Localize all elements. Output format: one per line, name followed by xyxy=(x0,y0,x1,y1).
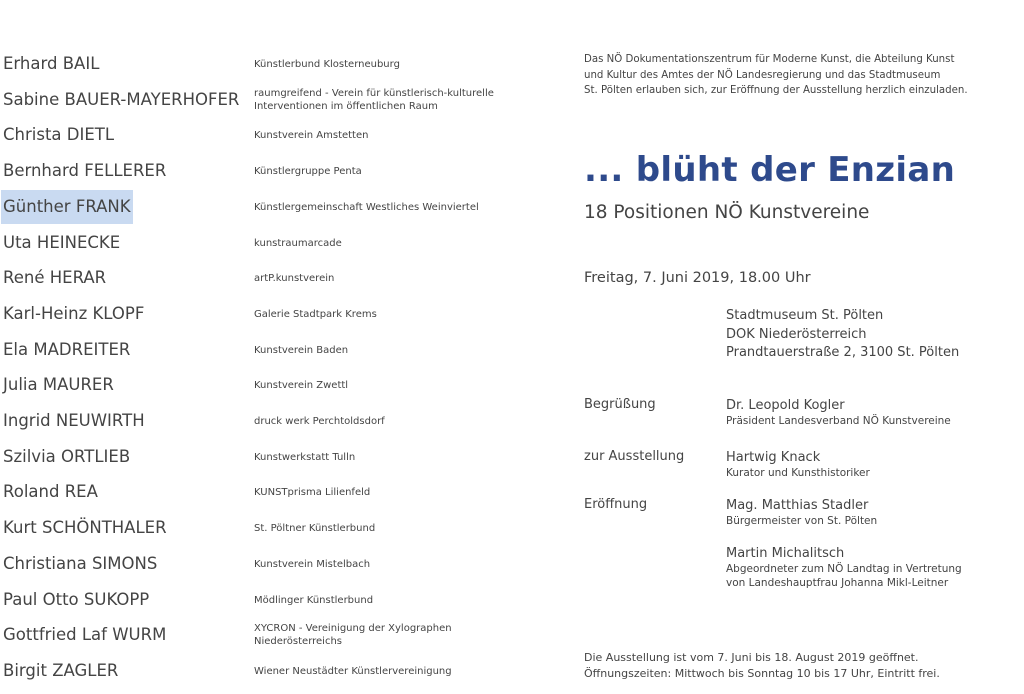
artist-name[interactable] xyxy=(1,47,101,81)
artist-row xyxy=(0,261,560,295)
venue-line: DOK Niederösterreich xyxy=(726,326,867,342)
artist-last-name: BAUER-MAYERHOFER xyxy=(64,90,240,109)
artist-association xyxy=(254,47,554,81)
artist-first-name: Karl-Heinz xyxy=(3,304,88,323)
artist-association xyxy=(254,511,554,545)
artist-name[interactable] xyxy=(1,118,116,152)
artist-association xyxy=(254,261,554,295)
artist-row xyxy=(0,333,560,367)
artist-row xyxy=(0,83,560,117)
association-line: kunstraumarcade xyxy=(254,237,342,249)
association-line: Galerie Stadtpark Krems xyxy=(254,308,377,320)
intro-line: St. Pölten erlauben sich, zur Eröffnung der Ausstellung herzlich einzuladen. xyxy=(584,85,968,96)
artist-association xyxy=(254,547,554,581)
footer-line: Öffnungszeiten: Mittwoch bis Sonntag 10 bis 17 Uhr, Eintritt frei. xyxy=(584,666,940,680)
artist-name[interactable] xyxy=(1,618,168,652)
footer-line: Die Ausstellung ist vom 7. Juni bis 18. August 2019 geöffnet. xyxy=(584,651,919,664)
speaker-role: Präsident Landesverband NÖ Kunstvereine xyxy=(726,415,951,427)
artist-first-name: Paul Otto xyxy=(3,590,79,609)
artist-name[interactable] xyxy=(1,226,122,260)
artist-name[interactable] xyxy=(1,654,120,688)
artist-first-name: Szilvia xyxy=(3,447,56,466)
association-line: Kunstverein Amstetten xyxy=(254,129,369,141)
association-line: druck werk Perchtoldsdorf xyxy=(254,415,385,427)
program-speaker-opening xyxy=(726,497,1014,528)
artist-name[interactable] xyxy=(1,297,146,331)
association-line: St. Pöltner Künstlerbund xyxy=(254,522,376,534)
program-speaker-exhibition xyxy=(726,449,1014,480)
association-line: Interventionen im öffentlichen Raum xyxy=(254,101,438,112)
program-label-opening: Eröffnung xyxy=(584,497,648,512)
association-line: Wiener Neustädter Künstlervereinigung xyxy=(254,665,452,677)
artist-association xyxy=(254,118,554,152)
invitation-panel xyxy=(584,0,1014,694)
association-line: XYCRON - Vereinigung der Xylographen xyxy=(254,623,452,634)
intro-text xyxy=(584,52,1004,99)
program-label-exhibition: zur Ausstellung xyxy=(584,449,685,464)
artist-last-name: HERAR xyxy=(49,268,107,287)
artist-first-name: Uta xyxy=(3,233,32,252)
artist-row xyxy=(0,511,560,545)
artist-association xyxy=(254,83,554,117)
artist-first-name: René xyxy=(3,268,45,287)
artist-first-name: Ingrid xyxy=(3,411,51,430)
artist-association xyxy=(254,475,554,509)
artist-association xyxy=(254,226,554,260)
speaker-name: Martin Michalitsch xyxy=(726,546,845,561)
artist-name[interactable] xyxy=(1,440,132,474)
association-line: Niederösterreichs xyxy=(254,636,343,647)
venue-address xyxy=(726,307,959,363)
artist-row xyxy=(0,475,560,509)
artist-name[interactable] xyxy=(1,547,159,581)
association-line: Künstlergemeinschaft Westliches Weinviertel xyxy=(254,201,479,213)
association-line: Mödlinger Künstlerbund xyxy=(254,594,374,606)
artist-first-name: Julia xyxy=(3,375,38,394)
artist-name[interactable] xyxy=(1,154,168,188)
artist-last-name: KLOPF xyxy=(92,304,145,323)
artist-association xyxy=(254,333,554,367)
artist-association xyxy=(254,368,554,402)
artist-row xyxy=(0,654,560,688)
artist-row xyxy=(0,118,560,152)
opening-datetime: Freitag, 7. Juni 2019, 18.00 Uhr xyxy=(584,270,811,286)
artist-first-name: Birgit xyxy=(3,661,47,680)
artist-first-name: Erhard xyxy=(3,54,58,73)
association-line: Künstlergruppe Penta xyxy=(254,165,362,177)
association-line: Kunstverein Baden xyxy=(254,344,349,356)
artist-name[interactable] xyxy=(1,368,116,402)
artist-row xyxy=(0,190,560,224)
program-label-welcome: Begrüßung xyxy=(584,397,656,412)
artist-last-name: DIETL xyxy=(66,125,115,144)
artist-first-name: Kurt xyxy=(3,518,37,537)
artist-last-name: FELLERER xyxy=(84,161,167,180)
exhibition-title: ... blüht der Enzian xyxy=(584,150,956,190)
artist-association xyxy=(254,440,554,474)
artist-first-name: Christiana xyxy=(3,554,87,573)
artist-last-name: MADREITER xyxy=(33,340,131,359)
speaker-name: Hartwig Knack xyxy=(726,450,821,465)
artist-first-name: Bernhard xyxy=(3,161,79,180)
speaker-role: von Landeshauptfrau Johanna Mikl-Leitner xyxy=(726,577,949,589)
artist-row xyxy=(0,618,560,652)
artist-row xyxy=(0,226,560,260)
intro-line: und Kultur des Amtes der NÖ Landesregierung und das Stadtmuseum xyxy=(584,69,941,81)
speaker-name: Mag. Matthias Stadler xyxy=(726,498,869,513)
speaker-role: Kurator und Kunsthistoriker xyxy=(726,467,870,479)
artist-row xyxy=(0,440,560,474)
artist-name[interactable] xyxy=(1,261,108,295)
artist-last-name: HEINECKE xyxy=(36,233,121,252)
artist-name[interactable] xyxy=(1,511,169,545)
artist-first-name: Günther xyxy=(3,197,71,216)
association-line: raumgreifend - Verein für künstlerisch-kulturelle xyxy=(254,88,494,99)
artist-last-name: SIMONS xyxy=(91,554,158,573)
artist-name[interactable] xyxy=(1,83,241,117)
artist-name[interactable] xyxy=(1,333,132,367)
association-line: Kunstverein Zwettl xyxy=(254,379,349,391)
speaker-role: Bürgermeister von St. Pölten xyxy=(726,515,878,527)
association-line: Kunstwerkstatt Tulln xyxy=(254,451,356,463)
artist-name[interactable] xyxy=(1,475,100,509)
artist-last-name: WURM xyxy=(112,625,167,644)
footer-info xyxy=(584,650,940,681)
exhibition-subtitle: 18 Positionen NÖ Kunstvereine xyxy=(584,202,870,223)
speaker-role: Abgeordneter zum NÖ Landtag in Vertretung xyxy=(726,563,962,575)
program-speaker-welcome xyxy=(726,397,1014,428)
artist-association xyxy=(254,154,554,188)
association-line: KUNSTprisma Lilienfeld xyxy=(254,486,371,498)
artist-row xyxy=(0,404,560,438)
artist-association xyxy=(254,618,554,652)
artist-association xyxy=(254,654,554,688)
artist-association xyxy=(254,583,554,617)
association-line: Künstlerbund Klosterneuburg xyxy=(254,58,400,70)
artist-last-name: BAIL xyxy=(62,54,100,73)
artist-first-name: Sabine xyxy=(3,90,60,109)
artist-first-name: Gottfried Laf xyxy=(3,625,107,644)
venue-line: Stadtmuseum St. Pölten xyxy=(726,308,884,323)
artist-name[interactable] xyxy=(1,404,147,438)
artist-row xyxy=(0,297,560,331)
artist-last-name: MAURER xyxy=(42,375,114,394)
artist-row xyxy=(0,583,560,617)
association-line: Kunstverein Mistelbach xyxy=(254,558,371,570)
program-speaker-opening-2 xyxy=(726,545,1014,590)
artist-association xyxy=(254,297,554,331)
speaker-name: Dr. Leopold Kogler xyxy=(726,398,845,413)
artist-last-name: FRANK xyxy=(75,197,131,216)
artist-first-name: Christa xyxy=(3,125,62,144)
artist-name[interactable] xyxy=(1,190,133,224)
artist-last-name: ORTLIEB xyxy=(61,447,131,466)
artist-first-name: Roland xyxy=(3,482,60,501)
artist-last-name: SCHÖNTHALER xyxy=(41,518,167,537)
artist-first-name: Ela xyxy=(3,340,29,359)
artist-association xyxy=(254,404,554,438)
venue-line: Prandtauerstraße 2, 3100 St. Pölten xyxy=(726,345,960,360)
artist-last-name: SUKOPP xyxy=(83,590,150,609)
artist-last-name: REA xyxy=(64,482,98,501)
artist-row xyxy=(0,368,560,402)
intro-line: Das NÖ Dokumentationszentrum für Moderne Kunst, die Abteilung Kunst xyxy=(584,54,955,65)
artist-last-name: ZAGLER xyxy=(52,661,119,680)
artist-row xyxy=(0,47,560,81)
artist-association xyxy=(254,190,554,224)
artist-name[interactable] xyxy=(1,583,151,617)
artist-row xyxy=(0,154,560,188)
artist-last-name: NEUWIRTH xyxy=(55,411,145,430)
artist-row xyxy=(0,547,560,581)
association-line: artP.kunstverein xyxy=(254,272,335,284)
